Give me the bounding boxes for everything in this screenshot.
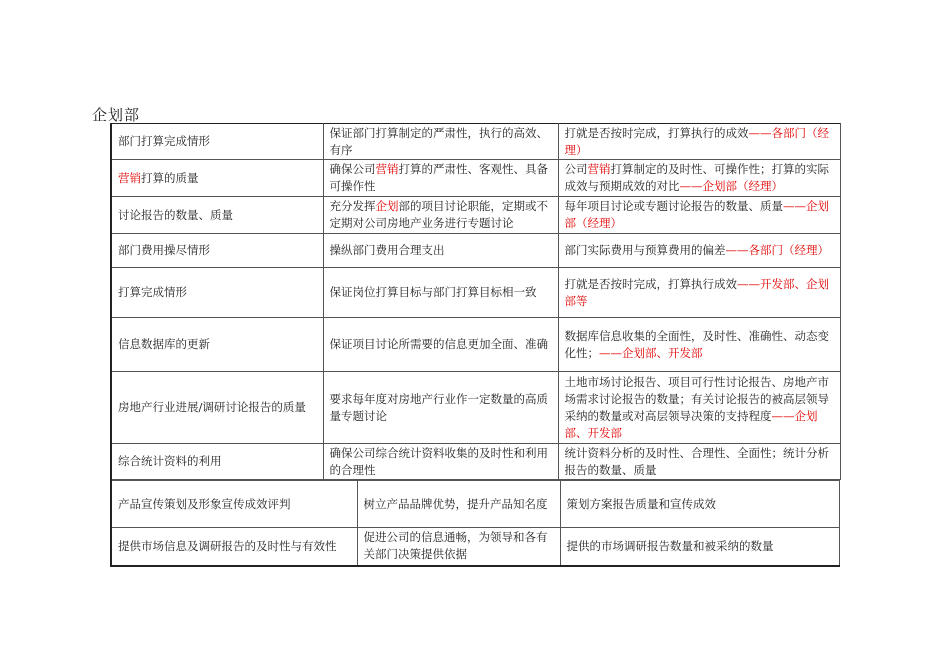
cell-text: 保证项目讨论所需要的信息更加全面、准确 [329,337,548,351]
table-row [111,372,840,444]
table-cell [111,197,323,234]
table-cell [357,481,560,528]
table-cell [323,318,558,372]
cell-text: 产品宣传策划及形象宣传成效评判 [118,496,291,511]
responsible-dept: ——企划部、开发部 [564,408,818,440]
table-row [111,124,840,160]
table-cell [323,234,558,268]
table-cell [323,268,558,318]
kpi-table-continued [110,480,840,567]
cell-text: 充分发挥 [329,199,376,213]
page-title: 企划部 [92,106,141,124]
cell-text: 策划方案报告质量和宣传成效 [566,496,716,511]
highlight-text: 营销 [118,170,141,185]
responsible-dept: ——企划部（经理） [564,199,829,230]
cell-text: 打算完成情形 [118,285,187,299]
highlight-text: 营销 [587,162,611,176]
cell-text: 打算的质量 [141,170,199,185]
table-cell [558,444,840,480]
table-cell [111,528,357,566]
table-cell [323,372,558,444]
table-cell [558,318,840,372]
table-row [111,444,840,480]
cell-text: 统计资料分析的及时性、合理性、全面性；统计分析报告的数量、质量 [564,445,829,477]
table-cell [111,268,323,318]
kpi-table [110,123,841,480]
cell-text: 数据库信息收集的全面性，及时性、准确性、动态变化性； [564,328,829,360]
table-cell [111,372,323,444]
cell-text: 部的项目讨论职能，定期或不定期对公司房地产业务进行专题讨论 [329,199,548,230]
table-cell [323,124,558,160]
cell-text: 打就是否按时完成，打算执行的成效 [564,125,749,140]
table-row [111,268,840,318]
table-cell [558,234,840,268]
responsible-dept: ——企划部（经理） [679,179,783,193]
table-cell [323,160,558,197]
table-row [111,481,839,528]
cell-text: 每年项目讨论或专题讨论报告的数量、质量 [564,199,783,213]
highlight-text: 企划 [375,199,399,213]
table-cell [558,197,840,234]
cell-text: 提供的市场调研报告数量和被采纳的数量 [566,538,774,553]
table-cell [560,481,839,528]
table-row [111,160,840,197]
responsible-dept: ——企划部、开发部 [599,345,703,360]
cell-text: 确保公司综合统计资料收集的及时性和利用的合理性 [329,445,548,477]
cell-text: 要求每年度对房地产行业作一定数量的高质量专题讨论 [329,391,548,423]
table-cell [558,124,840,160]
cell-text: 打就是否按时完成，打算执行成效 [564,276,737,291]
cell-text: 部门打算完成情形 [118,134,210,148]
table-row [111,318,840,372]
table-cell [111,481,357,528]
cell-text: 信息数据库的更新 [118,337,210,351]
table-row [111,197,840,234]
cell-text: 公司 [564,162,588,176]
responsible-dept: ——各部门（经理） [725,243,829,257]
table-cell [357,528,560,566]
cell-text: 房地产行业进展/调研讨论报告的质量 [118,400,306,414]
cell-text: 操纵部门费用合理支出 [329,243,445,257]
cell-text: 打算的严肃性、客观性、具备可操作性 [329,162,548,193]
cell-text: 提供市场信息及调研报告的及时性与有效性 [118,538,337,553]
cell-text: 综合统计资料的利用 [118,454,222,468]
table-cell [111,160,323,197]
highlight-text: 营销 [375,162,399,176]
table-cell [558,160,840,197]
responsible-dept: ——开发部、企划部等 [564,276,829,308]
cell-text: 促进公司的信息通畅，为领导和各有关部门决策提供依据 [363,530,548,562]
table-cell [560,528,839,566]
cell-text: 保证岗位打算目标与部门打算目标相一致 [329,285,537,299]
cell-text: 讨论报告的数量、质量 [118,207,233,222]
cell-text: 土地市场讨论报告、项目可行性讨论报告、房地产市场需求讨论报告的数量；有关讨论报告的被高层领导采纳的数量或对高层领导决策的支持程度 [564,374,829,423]
cell-text: 部门费用操尽情形 [118,243,210,257]
cell-text: 打算制定的及时性、可操作性；打算的实际成效与预期成效的对比 [564,162,829,193]
table-cell [111,444,323,480]
table-cell [111,124,323,160]
cell-text: 确保公司 [329,162,376,176]
table-cell [111,318,323,372]
responsible-dept: ——各部门（经理） [564,125,829,157]
table-cell [558,372,840,444]
cell-text: 树立产品品牌优势，提升产品知名度 [363,496,548,511]
table-row [111,528,839,566]
table-cell [111,234,323,268]
cell-text: 保证部门打算制定的严肃性，执行的高效、有序 [329,125,548,157]
table-row [111,234,840,268]
table-cell [323,444,558,480]
table-cell [558,268,840,318]
table-cell [323,197,558,234]
cell-text: 部门实际费用与预算费用的偏差 [564,243,726,257]
